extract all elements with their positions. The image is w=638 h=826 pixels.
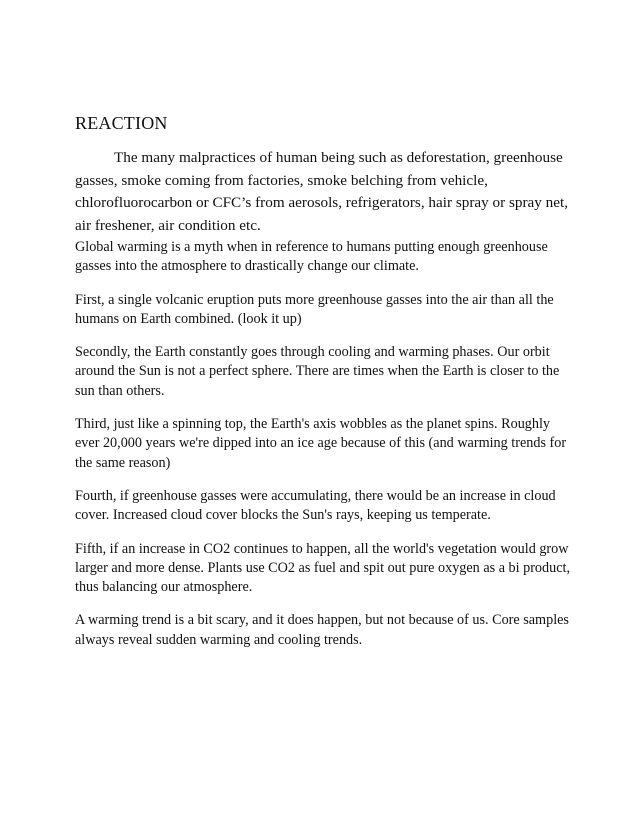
paragraph-fourth: Fourth, if greenhouse gasses were accumulating, there would be an increase in cloud cover. Increased cloud cover blocks the Sun's rays, keeping us temperate. — [75, 487, 556, 524]
paragraph-fifth: Fifth, if an increase in CO2 continues to happen, all the world's vegetation would grow larger and more dense. Plants use CO2 as fuel and spit out pure oxygen as a bi product, thus balancing our atmosphere. — [75, 540, 571, 596]
document-heading: REACTION — [75, 113, 168, 133]
paragraph-first: First, a single volcanic eruption puts more greenhouse gasses into the air than all the humans on Earth combined. (look it up) — [75, 291, 554, 327]
paragraph-second: Secondly, the Earth constantly goes through cooling and warming phases. Our orbit around the Sun is not a perfect sphere. There are times when the Earth is closer to the sun than others. — [75, 344, 560, 399]
body-text — [75, 238, 575, 664]
paragraph-third: Third, just like a spinning top, the Earth's axis wobbles as the planet spins. Roughly ever 20,000 years we're dipped into an ice age because of this (and warming trends for the same reason) — [75, 416, 567, 471]
paragraph-global-warming: Global warming is a myth when in reference to humans putting enough greenhouse gasses into the atmosphere to drastically change our climate. — [75, 239, 548, 275]
paragraph-conclusion: A warming trend is a bit scary, and it does happen, but not because of us. Core samples always reveal sudden warming and cooling trends. — [75, 612, 569, 648]
intro-paragraph: The many malpractices of human being such as deforestation, greenhouse gasses, smoke coming from factories, smoke belching from vehicle, chlorofluorocarbon or CFC’s from aerosols, refrigerators, hair spray or spray net, air freshener, air condition etc. — [75, 149, 569, 234]
